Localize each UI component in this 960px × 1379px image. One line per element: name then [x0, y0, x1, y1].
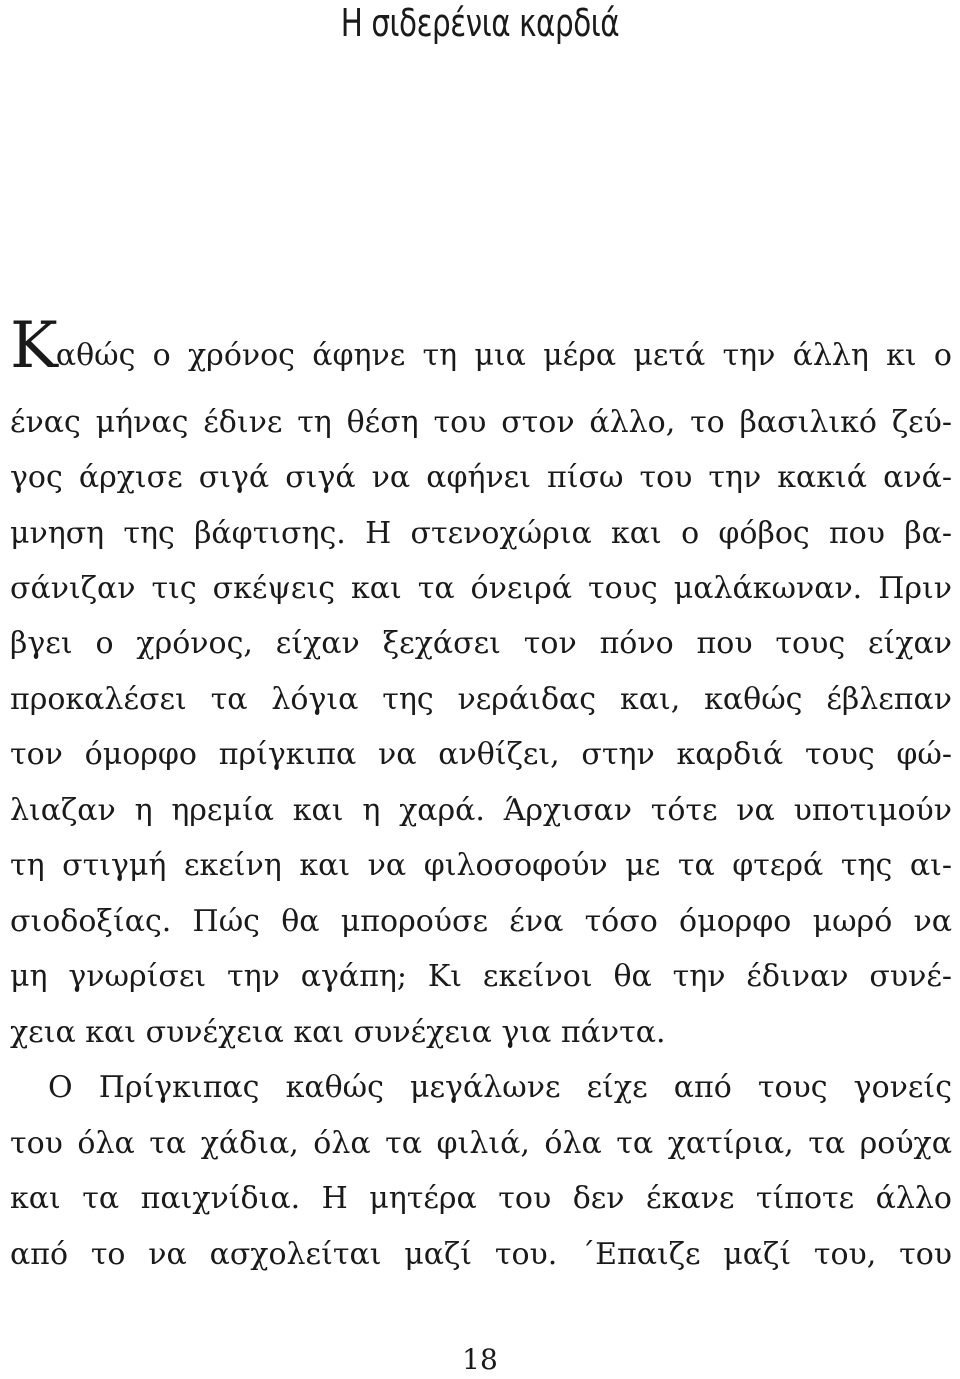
text-line: προκαλέσει τα λόγια της νεράιδας και, καθώς έβλεπαν: [10, 682, 952, 717]
text-line: ένας μήνας έδινε τη θέση του στον άλλο, το βασιλικό ζεύ-: [10, 405, 952, 440]
drop-initial: Κ: [10, 309, 56, 383]
page-number: 18: [462, 1343, 498, 1376]
text-line: από το να ασχολείται μαζί του. ΄Επαιζε μαζί του, του: [10, 1237, 952, 1272]
text-line-content: αθώς ο χρόνος άφηνε τη μια μέρα μετά την άλλη κι ο: [55, 338, 952, 373]
chapter-title: Η σιδερένια καρδιά: [340, 1, 620, 45]
text-line: βγει ο χρόνος, είχαν ξεχάσει τον πόνο που τους είχαν: [10, 626, 952, 661]
text-line: μη γνωρίσει την αγάπη; Κι εκείνοι θα την έδιναν συνέ-: [10, 959, 952, 994]
text-line: σάνιζαν τις σκέψεις και τα όνειρά τους μαλάκωναν. Πριν: [10, 571, 952, 606]
text-line: τη στιγμή εκείνη και να φιλοσοφούν με τα φτερά της αι-: [10, 848, 952, 883]
text-line: γος άρχισε σιγά σιγά να αφήνει πίσω του την κακιά ανά-: [10, 460, 952, 495]
text-line: του όλα τα χάδια, όλα τα φιλιά, όλα τα χατίρια, τα ρούχα: [10, 1126, 952, 1161]
text-line: μνηση της βάφτισης. Η στενοχώρια και ο φόβος που βα-: [10, 516, 952, 551]
text-line: λιαζαν η ηρεμία και η χαρά. Άρχισαν τότε να υποτιμούν: [10, 793, 952, 828]
text-line: και τα παιχνίδια. Η μητέρα του δεν έκανε τίποτε άλλο: [10, 1181, 952, 1216]
text-line: Ο Πρίγκιπας καθώς μεγάλωνε είχε από τους γονείς: [48, 1070, 952, 1105]
text-line: [10, 309, 952, 383]
text-line: τον όμορφο πρίγκιπα να ανθίζει, στην καρδιά τους φώ-: [10, 737, 952, 772]
text-line: σιοδοξίας. Πώς θα μπορούσε ένα τόσο όμορφο μωρό να: [10, 904, 952, 939]
text-line: χεια και συνέχεια και συνέχεια για πάντα.: [10, 1015, 666, 1050]
